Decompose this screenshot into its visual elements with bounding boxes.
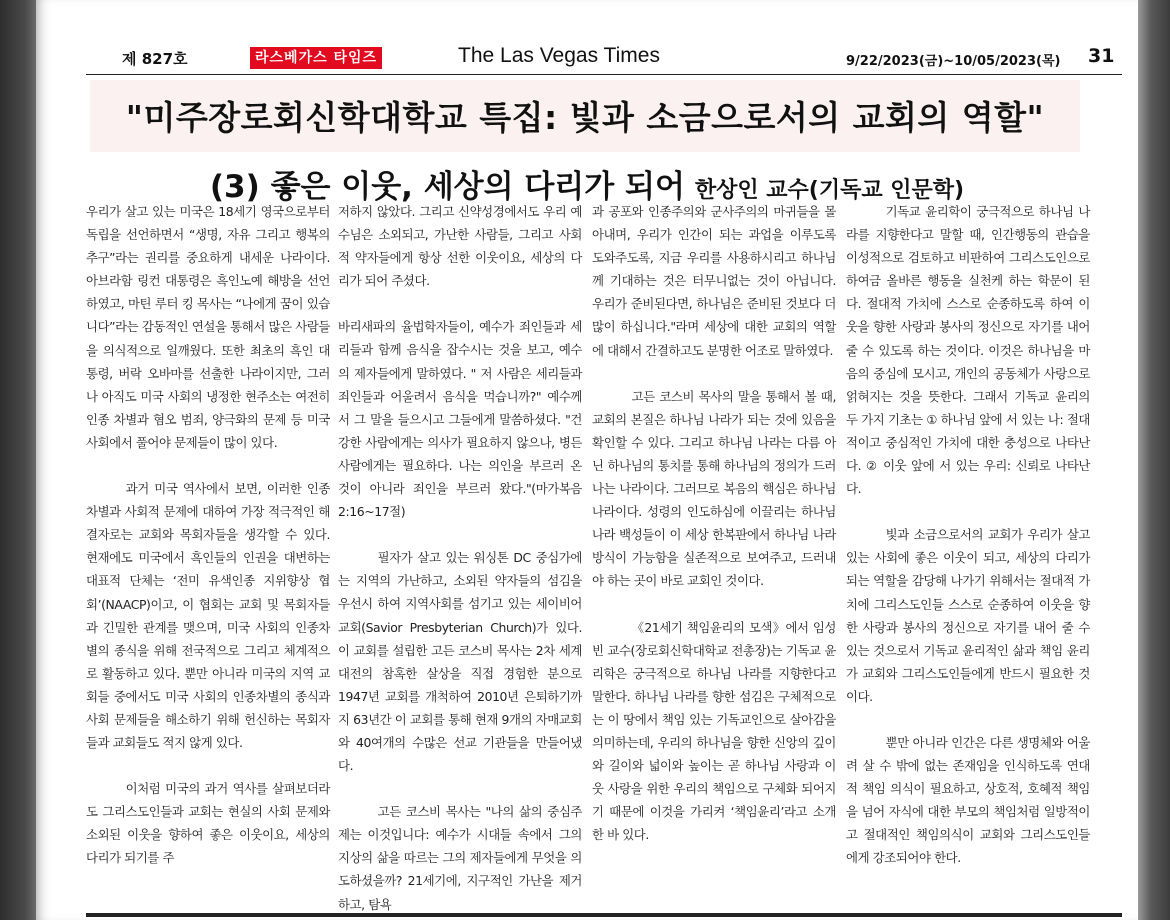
- newspaper-page: [36, 0, 1138, 920]
- article-author: 한상인 교수(기독교 인문학): [694, 178, 965, 203]
- background-left-edge: [0, 0, 36, 920]
- article-subtitle: (3) 좋은 이웃, 세상의 다리가 되어: [209, 169, 685, 205]
- paragraph: 고든 코스비 목사는 "나의 삶의 중심주제는 이것입니다: 예수가 시대들 속에서 그의 지상의 삶을 따르는 그의 제자들에게 무엇을 의도하셨을까? 21세기에, 지구적인 가난을 제거하고, 탐욕: [338, 804, 582, 912]
- article-column-1: [86, 200, 330, 893]
- paragraph: 과 공포와 인종주의와 군사주의의 마귀들을 몰아내며, 우리가 인간이 되는 과업을 이루도록 도와주도록, 지금 우리를 사용하시리고 하나님께 기대하는 것은 터무니없는 것이 아닙니다. 우리가 준비된다면, 하나님은 준비된 것보다 더 많이 하십니다."라며 세상에 대한 교회의 역할에 대해서 간결하고도 분명한 어조로 말하였다.: [592, 204, 836, 358]
- paragraph: 《21세기 책임윤리의 모색》에서 임성빈 교수(장로회신학대학교 전총장)는 기독교 윤리학은 궁극적으로 하나님 나라를 지향한다고 말한다. 하나님 나라를 향한 섬김은 구체적으로는 이 땅에서 책임 있는 기독교인으로 살아감을 의미하는데, 우리의 하나님을 향한 신앙의 깊이와 길이와 넓이와 높이는 곧 하나님 사랑과 이웃 사랑을 위한 우리의 책임으로 구체화 되어지기 때문에 이것을 가리켜 ‘책임윤리’라고 소개한 바 있다.: [592, 619, 836, 843]
- brand-label: 라스베가스 타임즈: [250, 47, 382, 69]
- bottom-rule: [86, 913, 1122, 917]
- article-title: "미주장로회신학대학교 특집: 빛과 소금으로서의 교회의 역할": [125, 98, 1045, 137]
- paragraph: 뿐만 아니라 인간은 다른 생명체와 어울려 살 수 밖에 없는 존재임을 인식하도록 연대적 책임 의식이 필요하고, 상호적, 호혜적 책임을 넘어 자식에 대한 부모의 책임처럼 일방적이고 절대적인 책임의식이 교회와 그리스도인들에게 강조되어야 한다.: [846, 734, 1090, 866]
- paragraph: 우리가 살고 있는 미국은 18세기 영국으로부터 독립을 선언하면서 “생명, 자유 그리고 행복의 추구”라는 권리를 중요하게 내세운 나라이다. 아브라함 링컨 대통령은 흑인노예 해방을 선언하였고, 마틴 루터 킹 목사는 “나에게 꿈이 있습니다”라는 감동적인 연설을 통해서 많은 사람들을 의식적으로 일깨웠다. 또한 최초의 흑인 대통령, 버락 오바마를 선출한 나라이지만, 그러나 아직도 미국 사회의 냉정한 현주소는 여전히 인종 차별과 혐오 범죄, 양극화의 문제 등 미국사회에서 풀어야 문제들이 많이 있다.: [86, 204, 330, 450]
- masthead-title: The Las Vegas Times: [458, 44, 660, 67]
- paragraph: 필자가 살고 있는 워싱톤 DC 중심가에는 지역의 가난하고, 소외된 약자들의 섬김을 우선시 하여 지역사회를 섬기고 있는 세이비어 교회(Savior Presbyterian Church)가 있다. 이 교회를 설립한 고든 코스비 목사는 2차 세계대전의 참혹한 살상을 직접 경험한 분으로 1947년 교회를 개척하여 2010년 은퇴하기까지 63년간 이 교회를 통해 현재 9개의 자매교회와 40여개의 수많은 선교 기관들을 만들어냈다.: [338, 550, 582, 774]
- paragraph: 바리새파의 율법학자들이, 예수가 죄인들과 세리들과 함께 음식을 잡수시는 것을 보고, 예수의 제자들에게 말하였다. " 저 사람은 세리들과 죄인들과 어울려서 음식을 먹습니까?" 예수께서 그 말을 들으시고 그들에게 말씀하셨다. "건강한 사람에게는 의사가 필요하지 않으나, 병든 사람에게는 필요하다. 나는 의인을 부르러 온 것이 아니라 죄인을 부르러 왔다."(마가복음 2:16~17절): [338, 319, 582, 520]
- article-column-4: [846, 200, 1090, 893]
- paragraph: 이처럼 미국의 과거 역사를 살펴보더라도 그리스도인들과 교회는 현실의 사회 문제와 소외된 이웃을 향하여 좋은 이웃이요, 세상의 다리가 되기를 주: [86, 781, 330, 866]
- issue-number: 제 827호: [122, 50, 188, 68]
- background-right-edge: [1138, 0, 1170, 920]
- article-column-2: [338, 200, 582, 920]
- article-column-3: [592, 200, 836, 869]
- paragraph: 과거 미국 역사에서 보면, 이러한 인종차별과 사회적 문제에 대하여 가장 적극적인 해결자로는 교회와 목회자들을 생각할 수 있다. 현재에도 미국에서 흑인들의 인권을 대변하는 대표적 단체는 ‘전미 유색인종 지위향상 협회’(NAACP)이고, 이 협회는 교회 및 목회자들과 긴밀한 관계를 맺으며, 미국 사회의 인종차별의 종식을 위해 전국적으로 그리고 체계적으로 활동하고 있다. 뿐만 아니라 미국의 지역 교회들 중에서도 미국 사회의 인종차별의 종식과 사회 문제들을 해소하기 위해 헌신하는 목회자들과 교회들도 적지 않게 있다.: [86, 481, 330, 751]
- issue-date-range: 9/22/2023(금)~10/05/2023(목): [846, 54, 1061, 69]
- paragraph: 빛과 소금으로서의 교회가 우리가 살고 있는 사회에 좋은 이웃이 되고, 세상의 다리가 되는 역할을 감당해 나가기 위해서는 절대적 가치에 그리스도인들 스스로 순종하여 이웃을 향한 사랑과 봉사의 정신으로 자기를 내어 줄 수 있는 것으로서 기독교 윤리적인 삶과 책임 윤리가 교회와 그리스도인들에게 반드시 필요한 것이다.: [846, 527, 1090, 704]
- headline-banner: [90, 80, 1080, 152]
- paragraph: 고든 코스비 목사의 말을 통해서 볼 때, 교회의 본질은 하나님 나라가 되는 것에 있음을 확인할 수 있다. 그리고 하나님 나라는 다름 아닌 하나님의 통치를 통해 하나님의 정의가 드러나는 나라이다. 그러므로 복음의 핵심은 하나님 나라이다. 성령의 인도하심에 이끌리는 하나님 나라 백성들이 이 세상 한복판에서 하나님 나라 방식이 가능함을 실존적으로 보여주고, 드러내야 하는 곳이 바로 교회인 것이다.: [592, 388, 836, 589]
- page-number: 31: [1088, 45, 1115, 67]
- paragraph: 저하지 않았다. 그리고 신약성경에서도 우리 예수님은 소외되고, 가난한 사람들, 그리고 사회적 약자들에게 항상 선한 이웃이요, 세상의 다리가 되어 주셨다.: [338, 204, 582, 289]
- paragraph: 기독교 윤리학이 궁극적으로 하나님 나라를 지향한다고 말할 때, 인간행동의 관습을 이성적으로 검토하고 비판하여 그리스도인으로 하여금 올바른 행동을 실천케 하는 학문이 된다. 절대적 가치에 스스로 순종하도록 하여 이웃을 향한 사랑과 봉사의 정신으로 자기를 내어 줄 수 있도록 하는 것이다. 이것은 하나님을 마음의 중심에 모시고, 개인의 공동체가 사랑으로 얽혀지는 것을 뜻한다. 그래서 기독교 윤리의 두 가지 기초는 ① 하나님 앞에 서 있는 나: 절대적이고 중심적인 가치에 대한 충성으로 나타난다. ② 이웃 앞에 서 있는 우리: 신뢰로 나타난다.: [846, 204, 1090, 497]
- page-header: [86, 44, 1122, 75]
